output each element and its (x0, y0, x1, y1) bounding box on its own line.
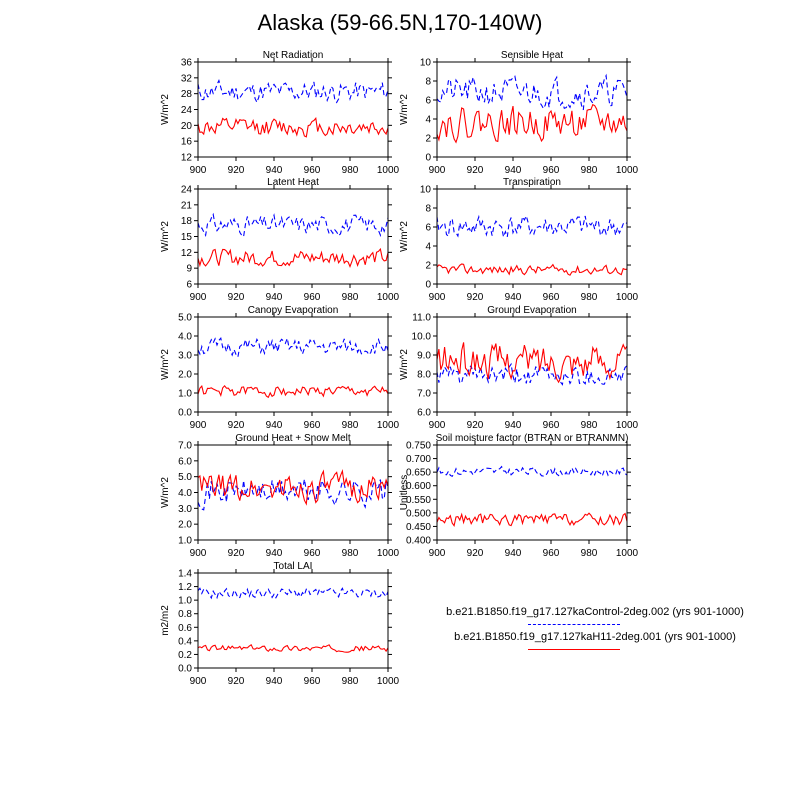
y-axis-label: Unitless (399, 474, 410, 511)
y-tick-label: 6.0 (178, 456, 192, 468)
series-line-control (198, 588, 388, 598)
x-tick-label: 900 (189, 676, 207, 687)
y-tick-label: 9.0 (417, 350, 431, 362)
series-line-control (437, 216, 627, 237)
x-tick-label: 900 (428, 420, 446, 431)
y-tick-label: 4.0 (178, 488, 192, 499)
x-tick-label: 960 (303, 420, 321, 431)
panel-title: Canopy Evaporation (247, 305, 339, 316)
y-tick-label: 0.4 (178, 636, 192, 648)
page-title: Alaska (59-66.5N,170-140W) (257, 10, 543, 35)
panel-title: Latent Heat (267, 177, 319, 188)
y-tick-label: 12 (180, 247, 192, 259)
x-tick-label: 940 (265, 548, 283, 559)
y-tick-label: 7.0 (417, 388, 431, 400)
x-tick-label: 960 (303, 676, 321, 687)
y-tick-label: 0.400 (405, 535, 431, 547)
y-tick-label: 0.0 (178, 407, 192, 419)
x-tick-label: 980 (580, 292, 598, 303)
x-tick-label: 960 (303, 165, 321, 176)
plot-frame (198, 62, 388, 157)
panel-title: Net Radiation (262, 50, 324, 61)
x-tick-label: 920 (466, 292, 484, 303)
y-tick-label: 4 (425, 241, 431, 253)
series-line-h11 (198, 645, 388, 652)
x-tick-label: 900 (189, 165, 207, 176)
x-tick-label: 1000 (376, 676, 400, 687)
y-tick-label: 0.6 (178, 622, 192, 634)
y-axis-label: W/m^2 (160, 94, 171, 125)
y-tick-label: 28 (180, 89, 192, 101)
y-tick-label: 0.450 (405, 521, 431, 533)
x-tick-label: 940 (265, 292, 283, 303)
chart-panel (160, 433, 400, 559)
x-tick-label: 940 (504, 165, 522, 176)
x-tick-label: 900 (428, 292, 446, 303)
panel-title: Ground Heat + Snow Melt (235, 433, 351, 444)
chart-panel (160, 305, 400, 431)
y-axis-label: W/m^2 (399, 349, 410, 380)
x-tick-label: 980 (341, 165, 359, 176)
series-line-control (198, 214, 388, 236)
x-tick-label: 980 (580, 548, 598, 559)
panel-title: Ground Evaporation (487, 305, 577, 316)
y-tick-label: 2.0 (178, 369, 192, 381)
x-tick-label: 900 (189, 420, 207, 431)
y-tick-label: 24 (180, 105, 192, 116)
y-tick-label: 6 (425, 95, 431, 107)
series-line-control (198, 81, 388, 103)
x-tick-label: 900 (189, 548, 207, 559)
y-tick-label: 0.0 (178, 663, 192, 675)
plot-frame (437, 445, 627, 540)
plot-frame (437, 62, 627, 157)
x-tick-label: 920 (227, 548, 245, 559)
y-tick-label: 1.0 (178, 595, 192, 607)
series-line-h11 (198, 118, 388, 137)
y-axis-label: W/m^2 (399, 94, 410, 125)
y-tick-label: 0.500 (405, 508, 431, 520)
y-tick-label: 0 (425, 279, 431, 291)
chart-panel (399, 50, 639, 176)
x-tick-label: 980 (341, 676, 359, 687)
y-tick-label: 10 (419, 184, 431, 196)
x-tick-label: 1000 (376, 292, 400, 303)
y-tick-label: 15 (180, 232, 192, 243)
y-tick-label: 1.0 (178, 388, 192, 400)
x-tick-label: 1000 (615, 165, 639, 176)
chart-panel (160, 177, 400, 303)
y-tick-label: 1.2 (178, 582, 192, 594)
y-tick-label: 7.0 (178, 440, 192, 452)
y-tick-label: 1.0 (178, 535, 192, 547)
x-tick-label: 920 (227, 676, 245, 687)
x-tick-label: 1000 (615, 420, 639, 431)
y-tick-label: 3.0 (178, 350, 192, 362)
y-tick-label: 12 (180, 152, 192, 164)
y-tick-label: 0.8 (178, 609, 192, 621)
x-tick-label: 980 (341, 292, 359, 303)
x-tick-label: 960 (542, 165, 560, 176)
x-tick-label: 940 (265, 676, 283, 687)
panel-title: Transpiration (503, 177, 561, 188)
y-tick-label: 0.600 (405, 481, 431, 493)
x-tick-label: 1000 (615, 292, 639, 303)
y-tick-label: 8.0 (417, 369, 431, 381)
y-tick-label: 6 (186, 279, 192, 291)
x-tick-label: 900 (428, 165, 446, 176)
x-tick-label: 940 (504, 292, 522, 303)
y-axis-label: m2/m2 (160, 605, 171, 636)
legend-line-control (528, 624, 620, 625)
series-line-h11 (437, 513, 627, 526)
x-tick-label: 920 (466, 420, 484, 431)
x-tick-label: 980 (580, 165, 598, 176)
y-tick-label: 18 (180, 216, 192, 228)
x-tick-label: 960 (303, 548, 321, 559)
y-tick-label: 1.4 (178, 568, 192, 580)
series-line-h11 (437, 264, 627, 275)
y-tick-label: 8 (425, 203, 431, 215)
x-tick-label: 900 (428, 548, 446, 559)
legend-label-h11: b.e21.B1850.f19_g17.127kaH11-2deg.001 (yrs 901-1000) (454, 631, 736, 643)
series-line-control (437, 76, 627, 110)
y-tick-label: 21 (180, 200, 192, 212)
y-tick-label: 8 (425, 76, 431, 88)
y-tick-label: 0.700 (405, 454, 431, 466)
y-tick-label: 0.550 (405, 494, 431, 506)
plot-frame (198, 189, 388, 284)
y-tick-label: 4 (425, 114, 431, 126)
x-tick-label: 900 (189, 292, 207, 303)
y-axis-label: W/m^2 (160, 349, 171, 380)
series-line-control (437, 467, 627, 477)
y-tick-label: 32 (180, 73, 192, 85)
y-tick-label: 20 (180, 120, 192, 132)
y-tick-label: 4.0 (178, 331, 192, 343)
series-line-h11 (198, 249, 388, 266)
y-tick-label: 10 (419, 57, 431, 69)
x-tick-label: 940 (265, 165, 283, 176)
x-tick-label: 1000 (376, 420, 400, 431)
x-tick-label: 980 (341, 420, 359, 431)
y-axis-label: W/m^2 (399, 221, 410, 252)
x-tick-label: 1000 (376, 548, 400, 559)
y-tick-label: 5.0 (178, 472, 192, 484)
x-tick-label: 920 (227, 292, 245, 303)
x-tick-label: 1000 (615, 548, 639, 559)
x-tick-label: 920 (227, 165, 245, 176)
y-tick-label: 3.0 (178, 503, 192, 515)
series-line-control (198, 479, 388, 510)
panel-title: Sensible Heat (500, 50, 564, 61)
y-tick-label: 6.0 (417, 407, 431, 419)
chart-panel (160, 50, 400, 176)
x-tick-label: 940 (504, 420, 522, 431)
chart-panel (160, 561, 400, 687)
panel-title: Soil moisture factor (BTRAN or BTRANMN) (435, 433, 629, 444)
x-tick-label: 960 (542, 420, 560, 431)
y-tick-label: 5.0 (178, 312, 192, 324)
y-tick-label: 6 (425, 222, 431, 234)
chart-panel (399, 177, 639, 303)
y-tick-label: 24 (180, 184, 192, 196)
y-tick-label: 0.2 (178, 649, 192, 661)
y-tick-label: 10.0 (411, 331, 431, 343)
y-tick-label: 11.0 (412, 312, 431, 324)
y-axis-label: W/m^2 (160, 477, 171, 508)
y-axis-label: W/m^2 (160, 221, 171, 252)
x-tick-label: 940 (265, 420, 283, 431)
plot-frame (198, 317, 388, 412)
y-tick-label: 2.0 (178, 519, 192, 531)
y-tick-label: 16 (180, 136, 192, 148)
x-tick-label: 980 (341, 548, 359, 559)
y-tick-label: 0.650 (405, 467, 431, 479)
y-tick-label: 0.750 (405, 440, 431, 452)
x-tick-label: 920 (466, 165, 484, 176)
y-tick-label: 0 (425, 152, 431, 164)
y-tick-label: 36 (180, 57, 192, 69)
panel-title: Total LAI (273, 561, 313, 572)
series-line-h11 (437, 105, 627, 143)
x-tick-label: 980 (580, 420, 598, 431)
x-tick-label: 960 (542, 548, 560, 559)
legend-label-control: b.e21.B1850.f19_g17.127kaControl-2deg.002 (yrs 901-1000) (446, 606, 744, 618)
legend-line-h11 (528, 649, 620, 650)
x-tick-label: 960 (303, 292, 321, 303)
x-tick-label: 940 (504, 548, 522, 559)
x-tick-label: 960 (542, 292, 560, 303)
y-tick-label: 2 (425, 260, 431, 272)
series-line-h11 (198, 386, 388, 398)
chart-panel (399, 433, 639, 559)
x-tick-label: 1000 (376, 165, 400, 176)
plot-frame (198, 573, 388, 668)
y-tick-label: 9 (186, 263, 192, 275)
x-tick-label: 920 (466, 548, 484, 559)
x-tick-label: 920 (227, 420, 245, 431)
chart-panel (399, 305, 639, 431)
y-tick-label: 2 (425, 133, 431, 145)
series-line-control (198, 338, 388, 357)
